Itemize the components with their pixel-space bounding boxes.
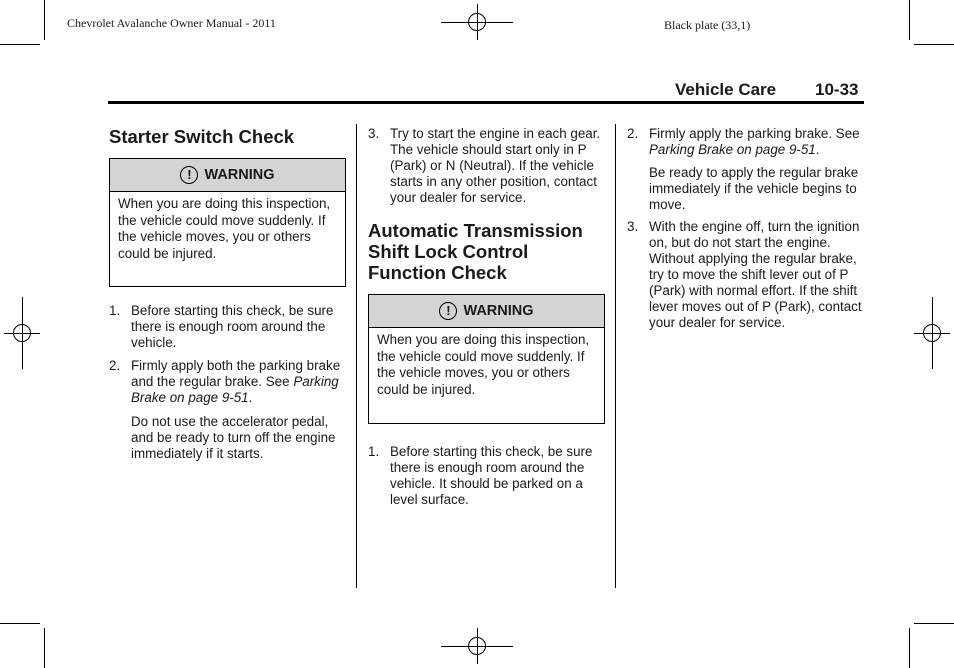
- section-title: Automatic Transmission Shift Lock Control Function Check: [368, 220, 583, 283]
- warning-text: When you are doing this inspection, the vehicle could move suddenly. If the vehicle moves, you or others could be injured.: [377, 332, 590, 397]
- warning-header: [369, 295, 604, 328]
- list-item: 1. Before starting this check, be sure there is enough room around the vehicle. It should be parked on a level surface.: [368, 444, 593, 507]
- manual-title: Chevrolet Avalanche Owner Manual - 2011: [67, 16, 276, 30]
- warning-header: [110, 159, 345, 192]
- column-divider: [356, 124, 357, 588]
- column-divider: [615, 124, 616, 588]
- running-header-section: Vehicle Care: [675, 80, 777, 99]
- warning-circle-icon: !: [180, 166, 198, 184]
- list-item: 2. Firmly apply both the parking brake and the regular brake. See Parking Brake on page 9-51.: [109, 358, 341, 405]
- plate-label: Black plate (33,1): [664, 18, 751, 32]
- column-3: [627, 126, 864, 331]
- list-item: 3. With the engine off, turn the ignition on, but do not start the engine. Without applying the regular brake, try to move the shift lever out of P (Park) with normal effort. If the shift lever moves out of P (Park), contact your dealer for service.: [627, 219, 862, 330]
- warning-circle-icon: !: [439, 302, 457, 320]
- header-rule: [108, 101, 864, 104]
- cross-reference-link[interactable]: Parking Brake on page 9-51: [649, 142, 816, 157]
- section-title: Starter Switch Check: [109, 126, 295, 147]
- warning-text: When you are doing this inspection, the vehicle could move suddenly. If the vehicle moves, you or others could be injured.: [118, 196, 331, 261]
- list-item: 3. Try to start the engine in each gear. The vehicle should start only in P (Park) or N (Neutral). If the vehicle starts in any other position, contact your dealer for service.: [368, 126, 601, 205]
- column-1: [109, 126, 346, 462]
- page-number: 10-33: [815, 80, 859, 99]
- step-note: Be ready to apply the regular brake immediately if the vehicle begins to move.: [649, 165, 859, 212]
- warning-box: [368, 294, 605, 424]
- warning-label: WARNING: [204, 167, 275, 183]
- warning-label: WARNING: [463, 303, 534, 319]
- step-note: Do not use the accelerator pedal, and be ready to turn off the engine immediately if it starts.: [131, 414, 336, 461]
- warning-box: [109, 158, 346, 287]
- list-item: 2. Firmly apply the parking brake. See Parking Brake on page 9-51.: [627, 126, 860, 157]
- cross-reference-link[interactable]: Parking Brake on page 9-51: [131, 374, 339, 405]
- list-item: 1. Before starting this check, be sure there is enough room around the vehicle.: [109, 303, 334, 350]
- column-2: [368, 126, 605, 508]
